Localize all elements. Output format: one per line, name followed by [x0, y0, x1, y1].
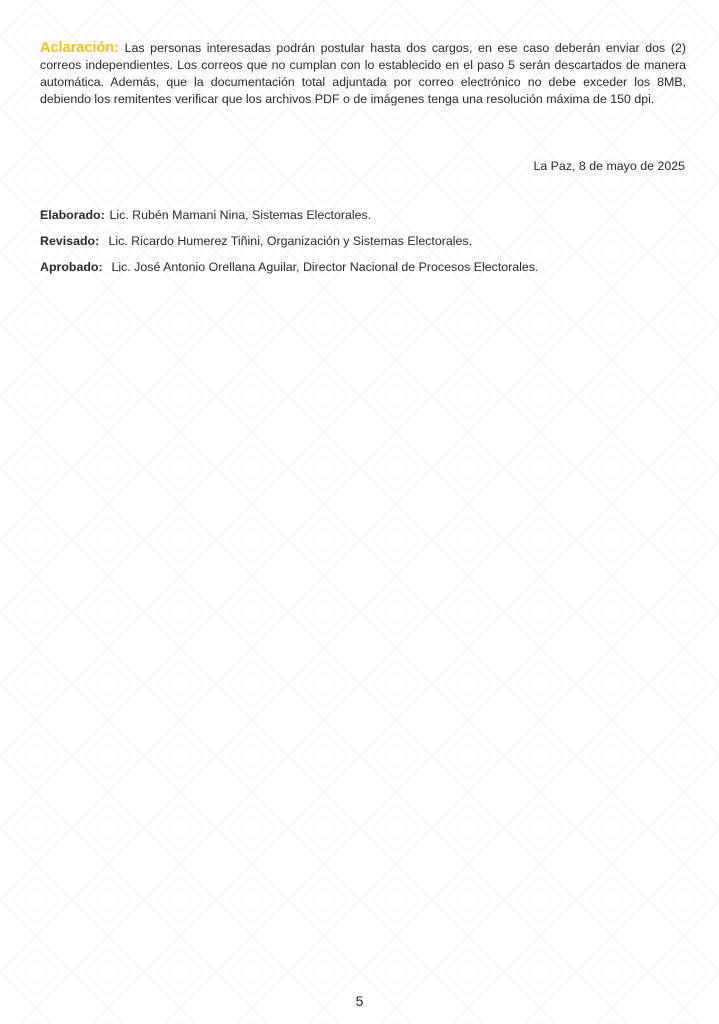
signature-role-elaborado: Elaborado:	[40, 208, 105, 222]
signature-aprobado	[40, 260, 538, 274]
clarification-text: Las personas interesadas podrán postular hasta dos cargos, en ese caso deberán enviar dos (2) correos independientes. Los correos que no cumplan con lo establecido en el paso 5 serán descartados de manera automática. Además, que la documentación total adjuntada por correo electrónico no debe exceder los 8MB, debiendo los remitentes verificar que los archivos PDF o de imágenes tenga una resolución máxima de 150 dpi.	[40, 41, 686, 106]
clarification-paragraph	[40, 40, 686, 108]
signature-elaborado	[40, 208, 371, 222]
signature-role-revisado: Revisado:	[40, 234, 100, 248]
signature-person-aprobado: Lic. José Antonio Orellana Aguilar, Director Nacional de Procesos Electorales.	[111, 260, 539, 274]
clarification-label: Aclaración:	[40, 40, 119, 56]
page-number: 5	[355, 993, 364, 1009]
signature-person-revisado: Lic. Ricardo Humerez Tiñini, Organización y Sistemas Electorales.	[108, 234, 473, 248]
document-date: La Paz, 8 de mayo de 2025	[533, 159, 685, 173]
signature-role-aprobado: Aprobado:	[40, 260, 103, 274]
signature-revisado	[40, 234, 472, 248]
signature-person-elaborado: Lic. Rubén Mamani Nina, Sistemas Electorales.	[109, 208, 372, 222]
